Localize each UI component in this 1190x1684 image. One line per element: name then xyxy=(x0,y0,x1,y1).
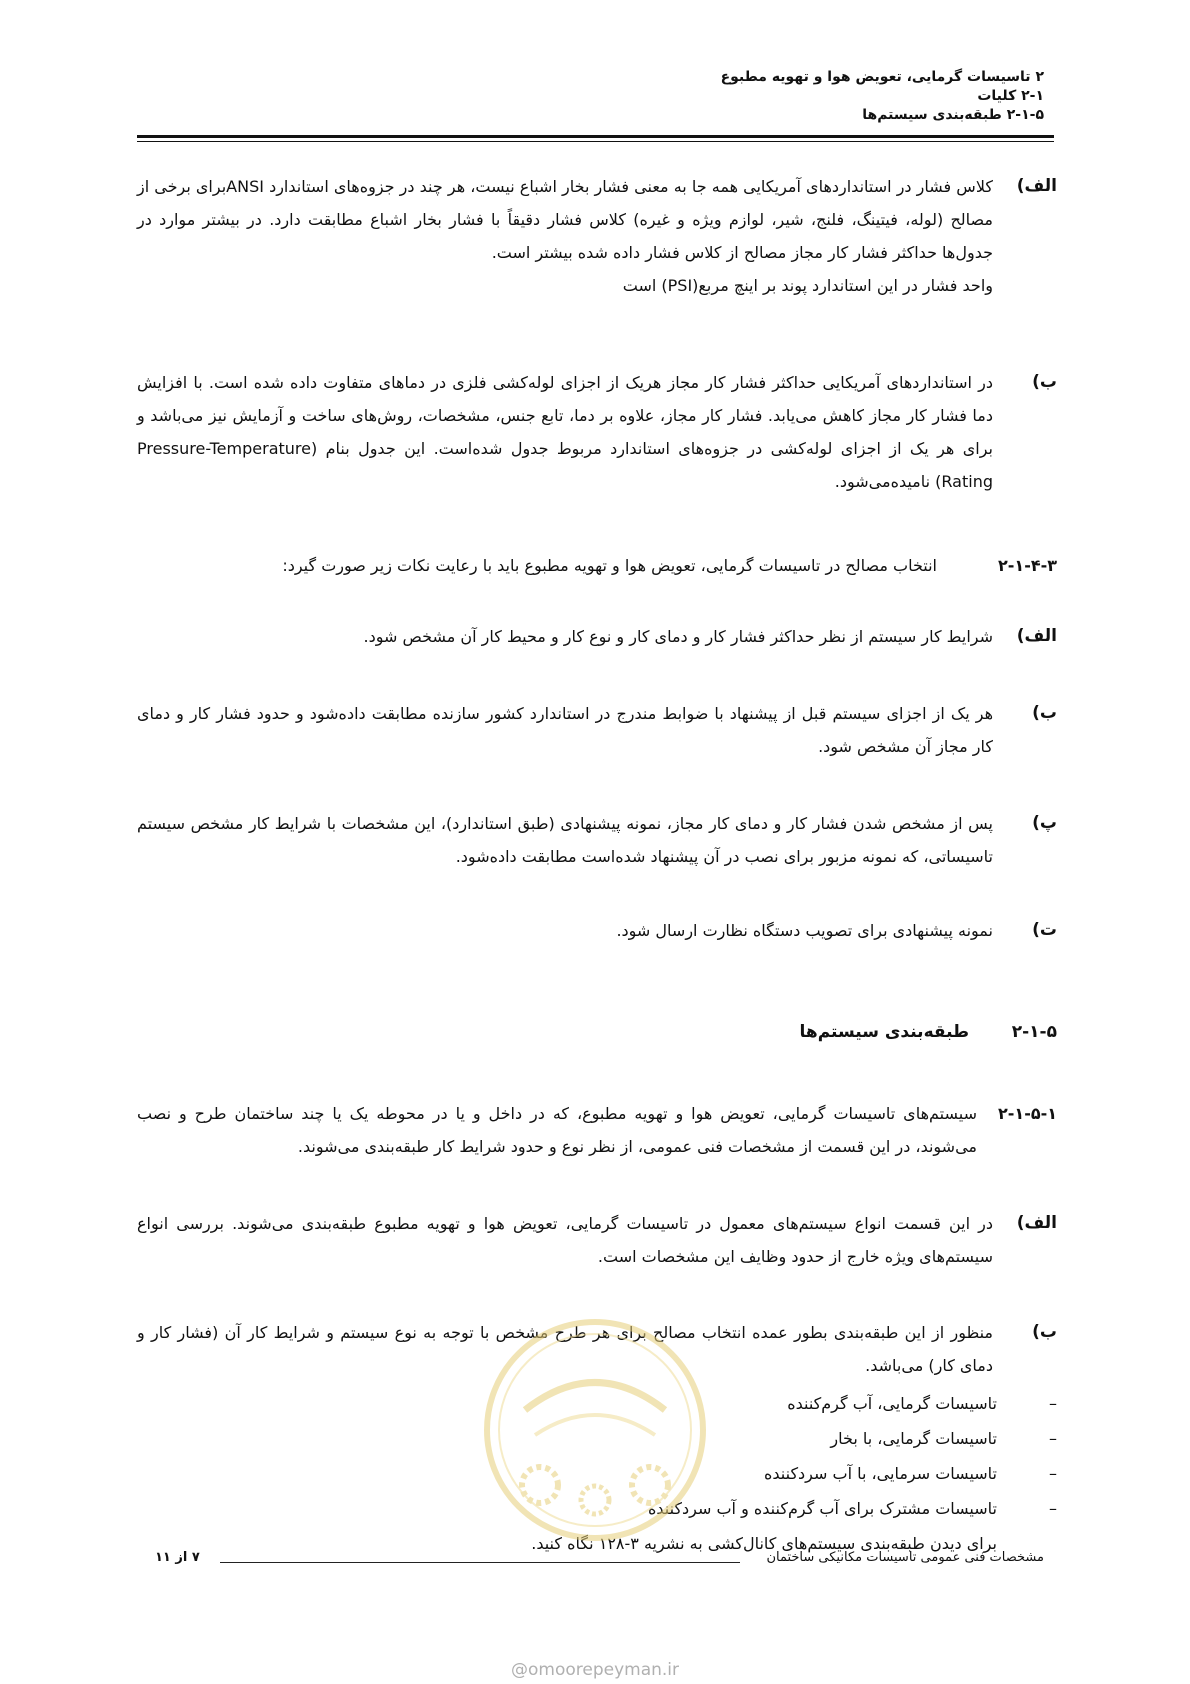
clause-number: ۲-۱-۴-۳ xyxy=(998,556,1057,575)
paragraph-pe xyxy=(137,807,1057,873)
list-dash: – xyxy=(1049,1429,1057,1448)
paragraph-marker: ب) xyxy=(1032,703,1057,723)
paragraph-alef-1 xyxy=(137,170,1057,302)
section-heading xyxy=(800,1022,1057,1042)
paragraph-text: شرایط کار سیستم از نظر حداکثر فشار کار و دمای کار و نوع کار و محیط کار آن مشخص شود. xyxy=(363,627,993,646)
list-dash: – xyxy=(1049,1394,1057,1413)
paragraph-text: هر یک از اجزای سیستم قبل از پیشنهاد با ضوابط مندرج در استاندارد کشور سازنده مطابقت داده‌شود و حدود فشار کار و دمای کار مجاز آن مشخص شود. xyxy=(137,704,993,756)
list-dash: – xyxy=(1049,1499,1057,1518)
paragraph-marker: الف) xyxy=(1016,1213,1057,1233)
clause-text: سیستم‌های تاسیسات گرمایی، تعویض هوا و تهویه مطبوع، که در داخل و یا در محوطه یک یا چند ساختمان طرح و نصب می‌شوند، در این قسمت از مشخصات فنی عمومی، از نظر نوع و حدود شرایط کار طبقه‌بندی می‌شوند. xyxy=(137,1104,977,1156)
list-closing-text: برای دیدن طبقه‌بندی سیستم‌های کانال‌کشی به نشریه ۳-۱۲۸ نگاه کنید. xyxy=(531,1534,997,1553)
paragraph-alef-2 xyxy=(137,620,1057,653)
header-rule-thin xyxy=(137,141,1054,142)
paragraph-text: کلاس فشار در استانداردهای آمریکایی همه جا به معنی فشار بخار اشباع نیست، هر چند در جزوه‌های استاندارد ANSIبرای برخی از مصالح (لوله، فیتینگ، فلنج، شیر، لوازم ویژه و غیره) کلاس فشار دقیقاً با فشار بخار اشباع مطابقت دارد. در بیشتر موارد در جدول‌ها حداکثر فشار کار مجاز مصالح از کلاس فشار داده شده بیشتر است. xyxy=(137,177,993,262)
clause-number: ۲-۱-۵-۱ xyxy=(998,1104,1057,1123)
paragraph-be-2 xyxy=(137,697,1057,763)
paragraph-text-unit: واحد فشار در این استاندارد پوند بر اینچ مربع(PSI) است xyxy=(622,276,993,295)
page-header xyxy=(721,68,1044,125)
list-item-text: تاسیسات گرمایی، با بخار xyxy=(830,1429,997,1448)
list-item-text: تاسیسات سرمایی، با آب سردکننده xyxy=(764,1464,997,1483)
paragraph-marker: ب) xyxy=(1032,1322,1057,1342)
clause-text: انتخاب مصالح در تاسیسات گرمایی، تعویض هوا و تهویه مطبوع باید با رعایت نکات زیر صورت گیرد: xyxy=(282,556,937,575)
clause-2-1-4-3 xyxy=(137,549,1057,582)
paragraph-text: منظور از این طبقه‌بندی بطور عمده انتخاب مصالح برای هر طرح مشخص با توجه به نوع سیستم و شرایط کار آن (فشار کار و دمای کار) می‌باشد. xyxy=(137,1323,993,1375)
paragraph-marker: الف) xyxy=(1016,626,1057,646)
list-item-text: تاسیسات گرمایی، آب گرم‌کننده xyxy=(787,1394,997,1413)
list-item-text: تاسیسات مشترک برای آب گرم‌کننده و آب سردکننده xyxy=(647,1499,997,1518)
paragraph-alef-3 xyxy=(137,1207,1057,1273)
header-chapter: ۲ تاسیسات گرمایی، تعویض هوا و تهویه مطبوع xyxy=(720,69,1044,85)
section-title: طبقه‌بندی سیستم‌ها xyxy=(799,1022,970,1042)
paragraph-marker: ب) xyxy=(1032,372,1057,392)
paragraph-text: در این قسمت انواع سیستم‌های معمول در تاسیسات گرمایی، تعویض هوا و تهویه مطبوع طبقه‌بندی می‌شوند. بررسی انواع سیستم‌های ویژه خارج از حدود وظایف این مشخصات است. xyxy=(137,1214,993,1266)
list-dash: – xyxy=(1049,1464,1057,1483)
paragraph-marker: الف) xyxy=(1016,176,1057,196)
header-subsection: ۲-۱-۵ طبقه‌بندی سیستم‌ها xyxy=(862,107,1044,123)
paragraph-text: نمونه پیشنهادی برای تصویب دستگاه نظارت ارسال شود. xyxy=(616,921,993,940)
footer-rule xyxy=(220,1562,740,1563)
paragraph-marker: پ) xyxy=(1032,813,1057,833)
watermark-url: @omoorepeyman.ir xyxy=(510,1660,680,1680)
header-rule-thick xyxy=(137,135,1054,138)
watermark-at-icon: @ xyxy=(510,1660,528,1680)
paragraph-be-1 xyxy=(137,366,1057,498)
section-number: ۲-۱-۵ xyxy=(1011,1022,1057,1042)
watermark-logo-icon xyxy=(480,1315,710,1545)
paragraph-text: پس از مشخص شدن فشار کار و دمای کار مجاز، نمونه پیشنهادی (طبق استاندارد)، این مشخصات با شرایط کار مشخص سیستم تاسیساتی، که نمونه مزبور برای نصب در آن پیشنهاد شده‌است مطابقت داده‌شود. xyxy=(137,814,993,866)
footer-page-number: ۷ از ۱۱ xyxy=(155,1550,200,1565)
paragraph-text: در استانداردهای آمریکایی حداکثر فشار کار مجاز هریک از اجزای لوله‌کشی فلزی در دماهای متفاوت داده شده است. با افزایش دما فشار کار مجاز کاهش می‌یابد. فشار کار مجاز، علاوه بر دما، تابع جنس، مشخصات، روش‌های ساخت و آزمایش نیز می‌باشد و برای هر یک از اجزای لوله‌کشی در جزوه‌های استاندارد مربوط جدول شده‌است. این جدول بنام (Pressure-Temperature Rating) نامیده‌می‌شود. xyxy=(137,373,993,491)
footer-title: مشخصات فنی عمومی تاسیسات مکانیکی ساختمان xyxy=(766,1550,1044,1565)
paragraph-marker: ت) xyxy=(1032,920,1057,940)
clause-2-1-5-1 xyxy=(137,1097,1057,1163)
header-section: ۲-۱ کلیات xyxy=(977,88,1044,104)
paragraph-te xyxy=(137,914,1057,947)
